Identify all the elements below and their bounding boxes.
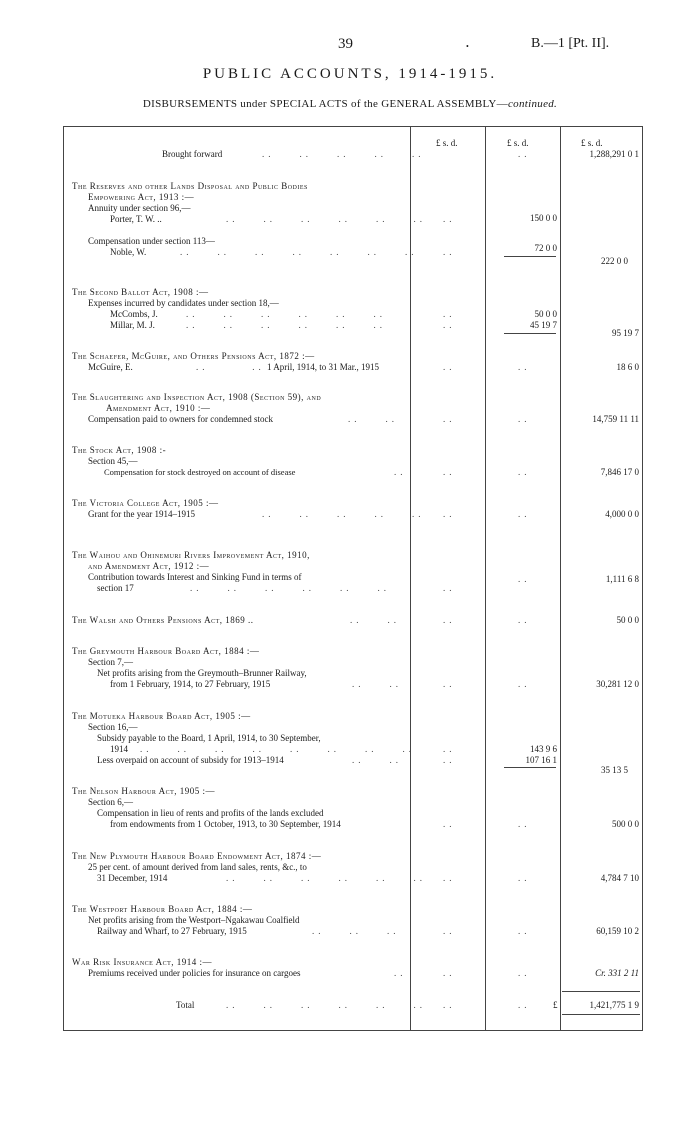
stock-section: Section 45,—	[88, 456, 138, 466]
stock-total: 7,846 17 0	[600, 467, 639, 477]
ballot-expenses: Expenses incurred by candidates under section 18,—	[88, 298, 279, 308]
dot-leader: ..	[443, 1000, 456, 1010]
dot-leader: .. ..	[352, 679, 402, 689]
warrisk-desc: Premiums received under policies for insurance on cargoes	[88, 968, 301, 978]
motueka-amount-2: 107 16 1	[525, 755, 557, 765]
brought-forward-c2: ..	[518, 149, 531, 159]
motueka-desc-2: 1914	[110, 744, 128, 754]
dot-leader: ..	[518, 873, 531, 883]
col-rule-1	[410, 126, 411, 1030]
ballot-millar-amount: 45 19 7	[530, 320, 557, 330]
dot-leader: ..	[518, 819, 531, 829]
dot-leader: ..	[443, 873, 456, 883]
dot-leader: ..	[518, 362, 531, 372]
dot-leader: ..	[443, 247, 456, 257]
dot-leader: .. .. .. .. .. ..	[186, 320, 386, 330]
subtitle-continued: continued.	[507, 98, 558, 110]
dot-leader: ..	[394, 467, 407, 477]
reserves-porter-amount: 150 0 0	[530, 213, 557, 223]
page-number: 39	[338, 36, 353, 52]
victoria-title: The Victoria College Act, 1905 :—	[72, 498, 219, 508]
greymouth-total: 30,281 12 0	[596, 679, 639, 689]
greymouth-title: The Greymouth Harbour Board Act, 1884 :—	[72, 646, 260, 656]
stock-desc: Compensation for stock destroyed on account of disease	[104, 467, 296, 477]
total-currency: £	[553, 1000, 558, 1010]
dot-leader: ..	[443, 320, 456, 330]
reserves-total: 222 0 0	[601, 256, 628, 266]
dot-leader: ..	[443, 926, 456, 936]
nelson-desc: Compensation in lieu of rents and profits of the lands excluded	[97, 808, 324, 818]
slaughtering-title: The Slaughtering and Inspection Act, 1908 (Section 59), and	[72, 392, 322, 402]
schaefer-total: 18 6 0	[616, 362, 639, 372]
subtitle-main: DISBURSEMENTS under SPECIAL ACTS of the GENERAL ASSEMBLY—	[142, 98, 508, 110]
dot-leader: .. ..	[352, 755, 402, 765]
reserves-porter: Porter, T. W. ..	[110, 214, 162, 224]
newplymouth-total: 4,784 7 10	[600, 873, 639, 883]
dot-leader: .. ..	[350, 615, 400, 625]
dot-leader: ..	[518, 1000, 531, 1010]
dot-leader: .. .. .. .. .. .. ..	[180, 247, 418, 257]
dot-leader: ..	[443, 968, 456, 978]
brought-forward-label: Brought forward	[162, 149, 223, 159]
col-header-3: £ s. d.	[581, 138, 603, 148]
warrisk-title: War Risk Insurance Act, 1914 :—	[72, 957, 213, 967]
waihou-desc: Contribution towards Interest and Sinking Fund in terms of	[88, 572, 302, 582]
motueka-desc-3: Less overpaid on account of subsidy for 1913–1914	[97, 755, 284, 765]
stock-title: The Stock Act, 1908 :-	[72, 445, 167, 455]
table-top-rule	[63, 126, 643, 127]
motueka-title: The Motueka Harbour Board Act, 1905 :—	[72, 711, 251, 721]
header-bullet: •	[466, 42, 469, 51]
dot-leader: ..	[518, 968, 531, 978]
dot-leader: ..	[443, 362, 456, 372]
nelson-section: Section 6,—	[88, 797, 133, 807]
dot-leader: .. .. ..	[312, 926, 400, 936]
dot-leader: ..	[518, 414, 531, 424]
schaefer-period: 1 April, 1914, to 31 Mar., 1915	[267, 362, 379, 372]
dot-leader: ..	[443, 583, 456, 593]
total-rule	[562, 991, 640, 992]
motueka-total: 35 13 5	[601, 765, 628, 775]
dot-leader: ..	[443, 214, 456, 224]
page-title: PUBLIC ACCOUNTS, 1914-1915.	[202, 66, 498, 82]
dot-leader: ..	[518, 679, 531, 689]
waihou-title: The Waihou and Ohinemuri Rivers Improvement Act, 1910,	[72, 550, 310, 560]
dot-leader: .. .. .. .. ..	[262, 149, 425, 159]
total-double-rule	[562, 1014, 640, 1015]
dot-leader: ..	[443, 755, 456, 765]
dot-leader: .. .. .. .. .. ..	[226, 214, 426, 224]
westport-desc: Net profits arising from the Westport–Ngakawau Coalfield	[88, 915, 300, 925]
ballot-total: 95 19 7	[612, 328, 639, 338]
warrisk-total: Cr. 331 2 11	[595, 968, 639, 978]
dot-leader: ..	[443, 414, 456, 424]
walsh-total: 50 0 0	[616, 615, 639, 625]
total-label: Total	[176, 1000, 195, 1010]
table-bottom-rule	[63, 1030, 643, 1031]
col-rule-left	[63, 126, 64, 1030]
page-subtitle	[0, 98, 700, 110]
dot-leader: ..	[443, 615, 456, 625]
dot-leader: ..	[518, 615, 531, 625]
slaughtering-total: 14,759 11 11	[592, 414, 639, 424]
westport-desc-2: Railway and Wharf, to 27 February, 1915	[97, 926, 247, 936]
ballot-mccombs-amount: 50 0 0	[534, 309, 557, 319]
reserves-title: The Reserves and other Lands Disposal and Public Bodies	[72, 181, 308, 191]
ballot-millar: Millar, M. J.	[110, 320, 155, 330]
col-rule-right	[642, 126, 643, 1030]
grand-total: 1,421,775 1 9	[589, 1000, 639, 1010]
walsh-title: The Walsh and Others Pensions Act, 1869 ..	[72, 615, 254, 625]
waihou-desc-2: section 17	[97, 583, 134, 593]
reserves-title-2: Empowering Act, 1913 :—	[88, 192, 195, 202]
ballot-title: The Second Ballot Act, 1908 :—	[72, 287, 209, 297]
reserves-annuity: Annuity under section 96,—	[88, 203, 191, 213]
dot-leader: .. .. .. .. .. ..	[226, 873, 426, 883]
brought-forward-total: 1,288,291 0 1	[589, 149, 639, 159]
col-header-1: £ s. d.	[436, 138, 458, 148]
victoria-total: 4,000 0 0	[605, 509, 639, 519]
motueka-amount-1: 143 9 6	[530, 744, 557, 754]
col-rule-2	[485, 126, 486, 1030]
nelson-desc-2: from endowments from 1 October, 1913, to 30 September, 1914	[110, 819, 341, 829]
dot-leader: .. .. .. .. .. .. .. ..	[140, 744, 415, 754]
dot-leader: ..	[518, 467, 531, 477]
newplymouth-title: The New Plymouth Harbour Board Endowment Act, 1874 :—	[72, 851, 322, 861]
dot-leader: .. ..	[196, 362, 265, 372]
dot-leader: .. .. .. .. .. ..	[186, 309, 386, 319]
greymouth-desc: Net profits arising from the Greymouth–Brunner Railway,	[97, 668, 307, 678]
dot-leader: ..	[443, 679, 456, 689]
nelson-title: The Nelson Harbour Act, 1905 :—	[72, 786, 216, 796]
slaughtering-title-2: Amendment Act, 1910 :—	[106, 403, 211, 413]
dot-leader: ..	[443, 744, 456, 754]
dot-leader: .. .. .. .. ..	[262, 509, 425, 519]
dot-leader: ..	[518, 926, 531, 936]
motueka-section: Section 16,—	[88, 722, 138, 732]
dot-leader: ..	[443, 819, 456, 829]
subtotal-rule	[504, 767, 556, 768]
dot-leader: ..	[518, 509, 531, 519]
dot-leader: ..	[443, 309, 456, 319]
westport-total: 60,159 10 2	[596, 926, 639, 936]
dot-leader: ..	[443, 467, 456, 477]
westport-title: The Westport Harbour Board Act, 1884 :—	[72, 904, 253, 914]
subtotal-rule	[504, 333, 556, 334]
schaefer-mcguire: McGuire, E.	[88, 362, 133, 372]
dot-leader: ..	[443, 509, 456, 519]
reserves-compensation: Compensation under section 113—	[88, 236, 215, 246]
slaughtering-desc: Compensation paid to owners for condemned stock	[88, 414, 273, 424]
waihou-total: 1,111 6 8	[605, 574, 639, 584]
victoria-desc: Grant for the year 1914–1915	[88, 509, 195, 519]
reserves-noble-amount: 72 0 0	[534, 243, 557, 253]
waihou-title-2: and Amendment Act, 1912 :—	[88, 561, 210, 571]
col-header-2: £ s. d.	[507, 138, 529, 148]
ballot-mccombs: McCombs, J.	[110, 309, 158, 319]
newplymouth-desc-2: 31 December, 1914	[97, 873, 168, 883]
nelson-total: 500 0 0	[612, 819, 639, 829]
greymouth-desc-2: from 1 February, 1914, to 27 February, 1915	[110, 679, 271, 689]
dot-leader: .. ..	[348, 414, 398, 424]
motueka-desc: Subsidy payable to the Board, 1 April, 1914, to 30 September,	[97, 733, 321, 743]
greymouth-section: Section 7,—	[88, 657, 133, 667]
dot-leader: .. .. .. .. .. ..	[226, 1000, 426, 1010]
reserves-noble: Noble, W.	[110, 247, 147, 257]
subtotal-rule	[504, 256, 556, 257]
dot-leader: .. .. .. .. .. ..	[190, 583, 390, 593]
newplymouth-desc: 25 per cent. of amount derived from land sales, rents, &c., to	[88, 862, 307, 872]
schaefer-title: The Schaefer, McGuire, and Others Pensions Act, 1872 :—	[72, 351, 315, 361]
dot-leader: ..	[394, 968, 407, 978]
document-reference: B.—1 [Pt. II].	[531, 36, 610, 51]
dot-leader: ..	[518, 574, 531, 584]
